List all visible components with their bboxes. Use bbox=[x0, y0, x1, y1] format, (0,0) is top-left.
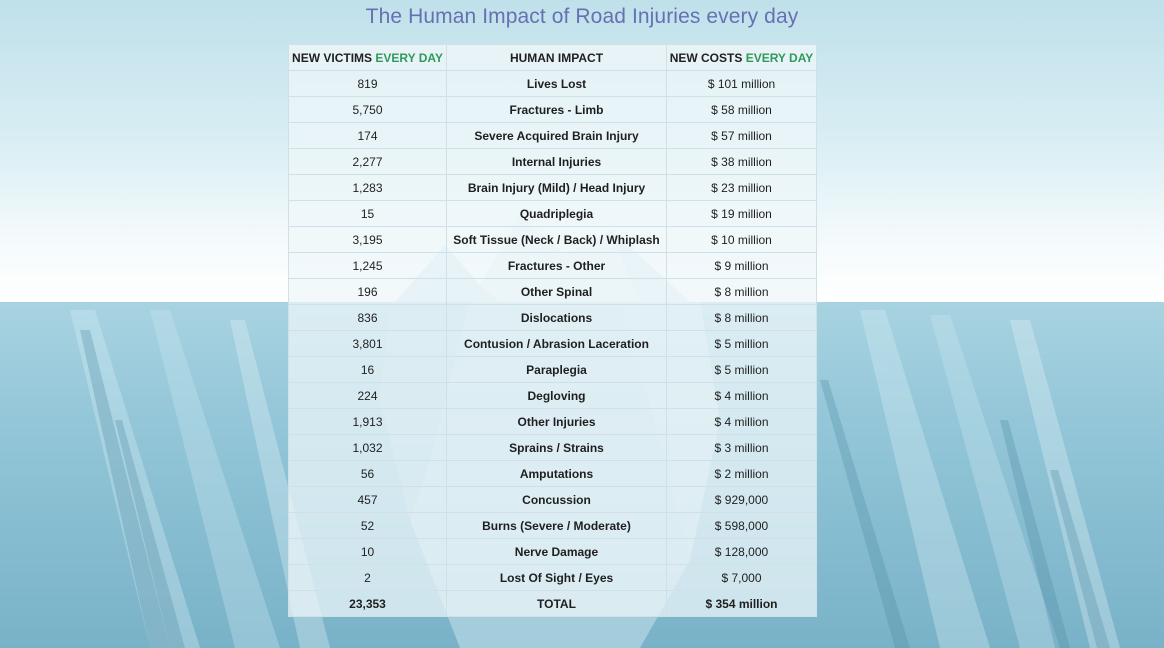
victims-cell: 10 bbox=[289, 539, 447, 565]
table-row bbox=[289, 175, 817, 201]
cost-cell: $ 9 million bbox=[667, 253, 817, 279]
table-row bbox=[289, 123, 817, 149]
total-victims-cell: 23,353 bbox=[289, 591, 447, 617]
table-row bbox=[289, 461, 817, 487]
victims-cell: 819 bbox=[289, 71, 447, 97]
table-row bbox=[289, 305, 817, 331]
header-human-impact: HUMAN IMPACT bbox=[447, 45, 667, 71]
impact-cell: Severe Acquired Brain Injury bbox=[447, 123, 667, 149]
impact-cell: Nerve Damage bbox=[447, 539, 667, 565]
cost-cell: $ 19 million bbox=[667, 201, 817, 227]
impact-cell: Concussion bbox=[447, 487, 667, 513]
total-label-cell: TOTAL bbox=[447, 591, 667, 617]
impact-cell: Fractures - Limb bbox=[447, 97, 667, 123]
header-new-victims bbox=[289, 45, 447, 71]
impact-cell: Contusion / Abrasion Laceration bbox=[447, 331, 667, 357]
table-row bbox=[289, 383, 817, 409]
impact-cell: Amputations bbox=[447, 461, 667, 487]
victims-cell: 56 bbox=[289, 461, 447, 487]
cost-cell: $ 2 million bbox=[667, 461, 817, 487]
victims-cell: 174 bbox=[289, 123, 447, 149]
header-victims-prefix: NEW VICTIMS bbox=[292, 50, 373, 65]
impact-cell: Quadriplegia bbox=[447, 201, 667, 227]
victims-cell: 1,245 bbox=[289, 253, 447, 279]
cost-cell: $ 8 million bbox=[667, 279, 817, 305]
total-row bbox=[289, 591, 817, 617]
impact-cell: Sprains / Strains bbox=[447, 435, 667, 461]
table-row bbox=[289, 227, 817, 253]
impact-cell: Fractures - Other bbox=[447, 253, 667, 279]
cost-cell: $ 4 million bbox=[667, 409, 817, 435]
impact-cell: Degloving bbox=[447, 383, 667, 409]
total-cost-cell: $ 354 million bbox=[667, 591, 817, 617]
header-new-costs bbox=[667, 45, 817, 71]
page-title: The Human Impact of Road Injuries every day bbox=[365, 5, 799, 28]
cost-cell: $ 10 million bbox=[667, 227, 817, 253]
impact-cell: Lost Of Sight / Eyes bbox=[447, 565, 667, 591]
impact-cell: Other Spinal bbox=[447, 279, 667, 305]
table-row bbox=[289, 357, 817, 383]
victims-cell: 1,283 bbox=[289, 175, 447, 201]
table-row bbox=[289, 97, 817, 123]
cost-cell: $ 38 million bbox=[667, 149, 817, 175]
table-row bbox=[289, 513, 817, 539]
table-row bbox=[289, 487, 817, 513]
table-row bbox=[289, 149, 817, 175]
victims-cell: 196 bbox=[289, 279, 447, 305]
impact-table bbox=[288, 44, 817, 617]
cost-cell: $ 101 million bbox=[667, 71, 817, 97]
cost-cell: $ 5 million bbox=[667, 331, 817, 357]
victims-cell: 16 bbox=[289, 357, 447, 383]
header-costs-prefix: NEW COSTS bbox=[669, 50, 743, 65]
header-victims-highlight: EVERY DAY bbox=[375, 50, 443, 65]
table-row bbox=[289, 409, 817, 435]
table-row bbox=[289, 279, 817, 305]
cost-cell: $ 57 million bbox=[667, 123, 817, 149]
cost-cell: $ 23 million bbox=[667, 175, 817, 201]
victims-cell: 5,750 bbox=[289, 97, 447, 123]
victims-cell: 52 bbox=[289, 513, 447, 539]
impact-cell: Brain Injury (Mild) / Head Injury bbox=[447, 175, 667, 201]
victims-cell: 1,913 bbox=[289, 409, 447, 435]
victims-cell: 2 bbox=[289, 565, 447, 591]
victims-cell: 3,801 bbox=[289, 331, 447, 357]
impact-cell: Internal Injuries bbox=[447, 149, 667, 175]
table-row bbox=[289, 71, 817, 97]
table-row bbox=[289, 253, 817, 279]
victims-cell: 3,195 bbox=[289, 227, 447, 253]
impact-cell: Other Injuries bbox=[447, 409, 667, 435]
cost-cell: $ 7,000 bbox=[667, 565, 817, 591]
impact-cell: Lives Lost bbox=[447, 71, 667, 97]
cost-cell: $ 5 million bbox=[667, 357, 817, 383]
cost-cell: $ 598,000 bbox=[667, 513, 817, 539]
impact-cell: Burns (Severe / Moderate) bbox=[447, 513, 667, 539]
cost-cell: $ 4 million bbox=[667, 383, 817, 409]
victims-cell: 1,032 bbox=[289, 435, 447, 461]
victims-cell: 224 bbox=[289, 383, 447, 409]
table-header-row bbox=[289, 45, 817, 71]
cost-cell: $ 128,000 bbox=[667, 539, 817, 565]
victims-cell: 457 bbox=[289, 487, 447, 513]
table-row bbox=[289, 201, 817, 227]
header-costs-highlight: EVERY DAY bbox=[745, 50, 814, 65]
victims-cell: 836 bbox=[289, 305, 447, 331]
cost-cell: $ 58 million bbox=[667, 97, 817, 123]
table-row bbox=[289, 435, 817, 461]
victims-cell: 2,277 bbox=[289, 149, 447, 175]
table-row bbox=[289, 565, 817, 591]
impact-cell: Dislocations bbox=[447, 305, 667, 331]
cost-cell: $ 8 million bbox=[667, 305, 817, 331]
impact-cell: Soft Tissue (Neck / Back) / Whiplash bbox=[447, 227, 667, 253]
impact-cell: Paraplegia bbox=[447, 357, 667, 383]
victims-cell: 15 bbox=[289, 201, 447, 227]
cost-cell: $ 3 million bbox=[667, 435, 817, 461]
cost-cell: $ 929,000 bbox=[667, 487, 817, 513]
table-row bbox=[289, 539, 817, 565]
table-row bbox=[289, 331, 817, 357]
